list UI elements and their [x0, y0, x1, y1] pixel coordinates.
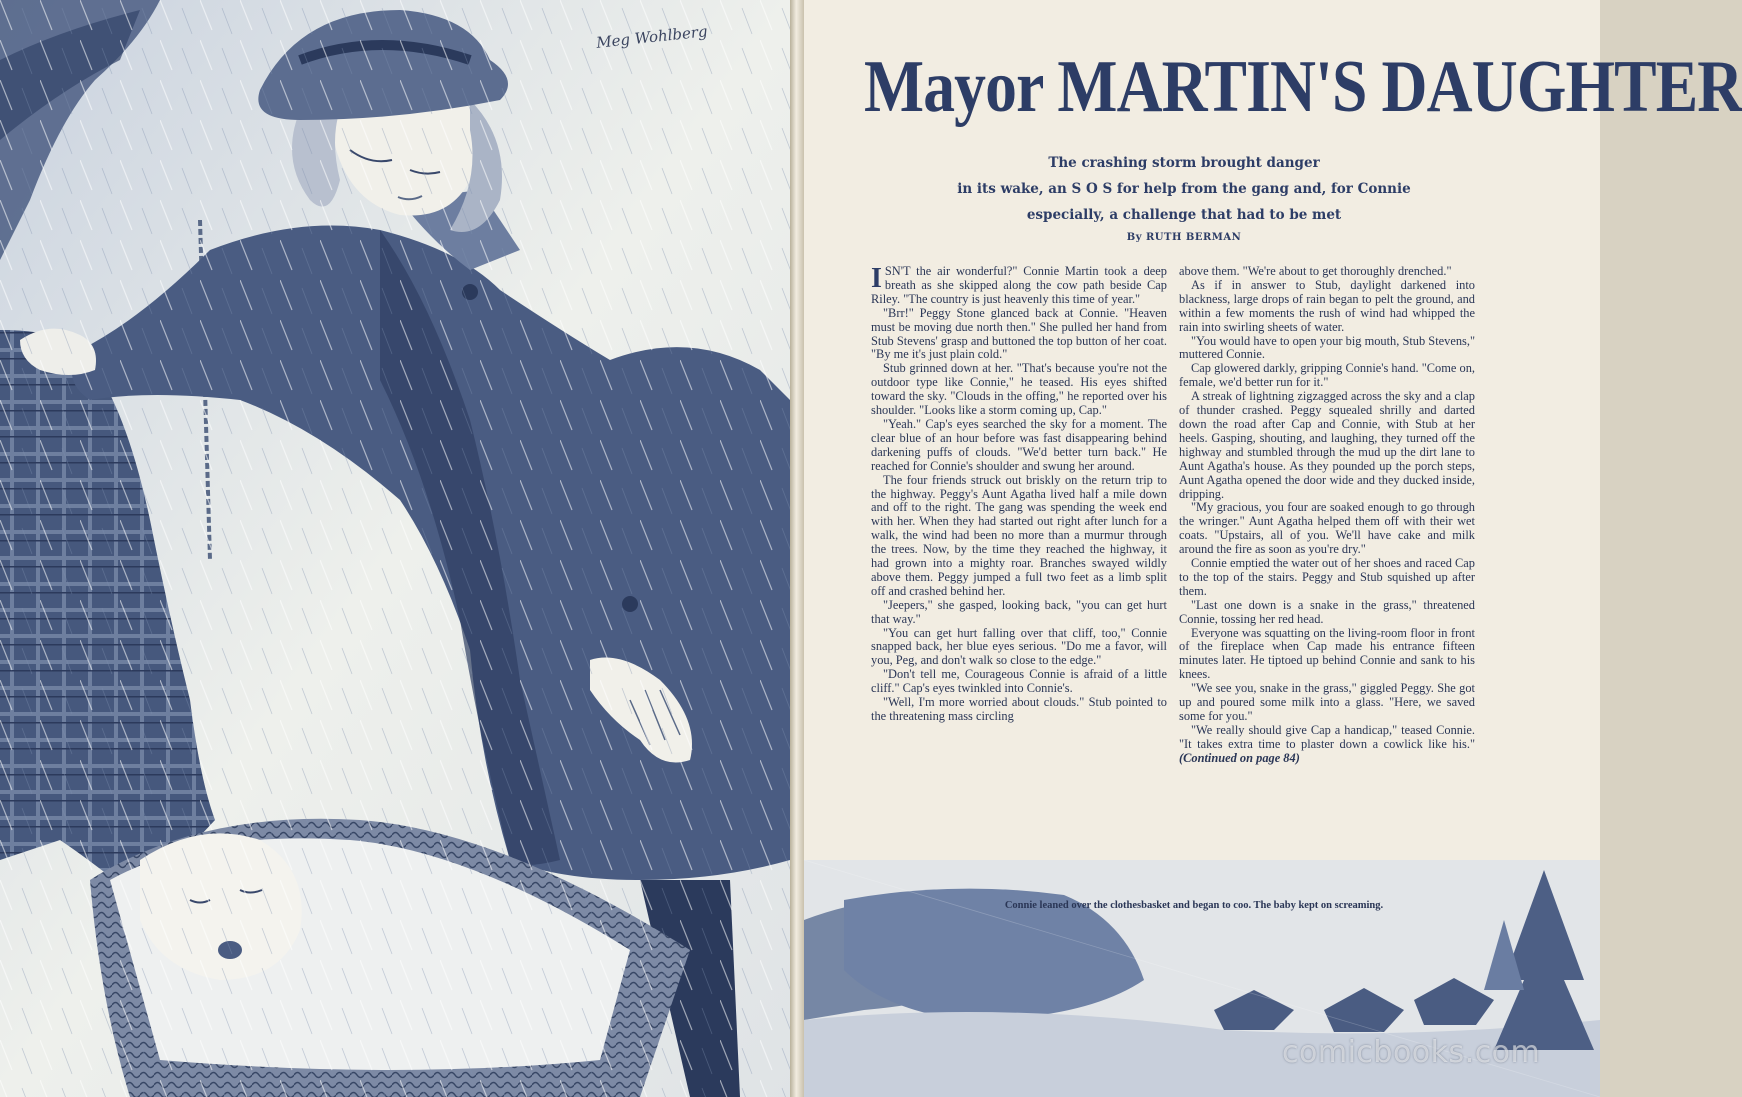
paragraph: "Last one down is a snake in the grass," threatened Connie, tossing her red head. [1179, 597, 1475, 626]
paragraph: As if in answer to Stub, daylight darkened into blackness, large drops of rain began to pelt the ground, and within a few moments the rush of wind had whipped the rain into swirling sheets of water. [1179, 277, 1475, 334]
illustration-caption: Connie leaned over the clothesbasket and began to coo. The baby kept on screaming. [1004, 900, 1384, 911]
paragraph: A streak of lightning zigzagged across the sky and a clap of thunder crashed. Peggy squealed shrilly and darted down the road after Cap and Connie, with Stub at her heels. Gasping, shouting, and laughing, they turned off the highway and stumbled through the mud up the dirt lane to Aunt Agatha's house. As they pounded up the porch steps, Aunt Agatha opened the door wide and they ducked inside, dripping. [1179, 389, 1475, 501]
paragraph: "You would have to open your big mouth, Stub Stevens," muttered Connie. [1179, 333, 1475, 362]
article-title: Mayor MARTIN'S DAUGHTER [864, 46, 1742, 128]
article-column-left [871, 265, 1167, 724]
paragraph: "Brr!" Peggy Stone glanced back at Connie. "Heaven must be moving due north then." She pulled her hand from Stub Stevens' grasp and buttoned the top button of her coat. "By me it's just plain cold." [871, 305, 1167, 362]
drop-cap: I [871, 263, 882, 294]
subtitle-line: The crashing storm brought danger [1048, 155, 1320, 171]
subtitle-line: especially, a challenge that had to be met [1026, 207, 1342, 223]
article-byline: By RUTH BERMAN [1126, 232, 1242, 243]
paragraph: The four friends struck out briskly on the return trip to the highway. Peggy's Aunt Agatha lived half a mile down and off to the right. The gang was spending the week end with her. When they had started out right after lunch for a walk, the wind had been no more than a murmur through the trees. Now, by the time they reached the highway, it had grown into a mighty roar. Branches swayed wildly above them. Peggy jumped a full two feet as a limb split off and crashed behind her. [871, 472, 1167, 598]
paragraph: "Jeepers," she gasped, looking back, "you can get hurt that way." [871, 597, 1167, 626]
paragraph: "Well, I'm more worried about clouds." Stub pointed to the threatening mass circling [871, 695, 1167, 723]
paragraph: above them. "We're about to get thoroughly drenched." [1179, 264, 1452, 278]
paragraph: ISN'T the air wonderful?" Connie Martin took a deep breath as she skipped along the cow path beside Cap Riley. "The country is just heavenly this time of year." [871, 263, 1167, 306]
paragraph: Stub grinned down at her. "That's because you're not the outdoor type like Connie," he teased. His eyes shifted toward the sky. "Clouds in the offing," he reported over his shoulder. "Looks like a storm coming up, Cap." [871, 361, 1167, 418]
paragraph: Everyone was squatting on the living-room floor in front of the fireplace when Cap made his entrance fifteen minutes later. He tiptoed up behind Connie and sank to his knees. [1179, 625, 1475, 682]
paragraph: "Don't tell me, Courageous Connie is afraid of a little cliff." Cap's eyes twinkled into Connie's. [871, 667, 1167, 696]
paragraph: "We see you, snake in the grass," giggled Peggy. She got up and poured some milk into a glass. "Here, we saved some for you." [1179, 681, 1475, 723]
artist-signature: Meg Wohlberg [595, 22, 709, 52]
page-gutter [790, 0, 804, 1097]
illustration-artwork [0, 0, 795, 1097]
article-page [804, 0, 1742, 1097]
continued-note: (Continued on page 84) [1179, 750, 1300, 765]
paragraph: Connie emptied the water out of her shoes and raced Cap to the top of the stairs. Peggy and Stub squished up after them. [1179, 556, 1475, 598]
paragraph: "We really should give Cap a handicap," teased Connie. "It takes extra time to plaster down a cowlick like his." (Continued on page 84) [1179, 722, 1475, 765]
paragraph: "Yeah." Cap's eyes searched the sky for a moment. The clear blue of an hour before was fast disappearing behind darkening puffs of clouds. "We'd better turn back." He reached for Connie's shoulder and swung her around. [871, 416, 1167, 473]
paragraph: "You can get hurt falling over that cliff, too," Connie snapped back, her blue eyes serious. "Do me a favor, will you, Peg, and don't walk so close to the edge." [871, 625, 1167, 668]
watermark: comicbooks.com [1282, 1035, 1541, 1070]
paragraph: "My gracious, you four are soaked enough to go through the wringer." Aunt Agatha helped them off with their wet coats. "Upstairs, all of you. We'll have cake and milk around the fire as soon as you're dry." [1179, 500, 1475, 557]
subtitle-line: in its wake, an S O S for help from the gang and, for Connie [957, 181, 1411, 197]
article-column-right [1179, 265, 1475, 766]
illustration-page [0, 0, 795, 1097]
article-subtitle [884, 150, 1484, 228]
paragraph: Cap glowered darkly, gripping Connie's hand. "Come on, female, we'd better run for it." [1179, 361, 1475, 390]
